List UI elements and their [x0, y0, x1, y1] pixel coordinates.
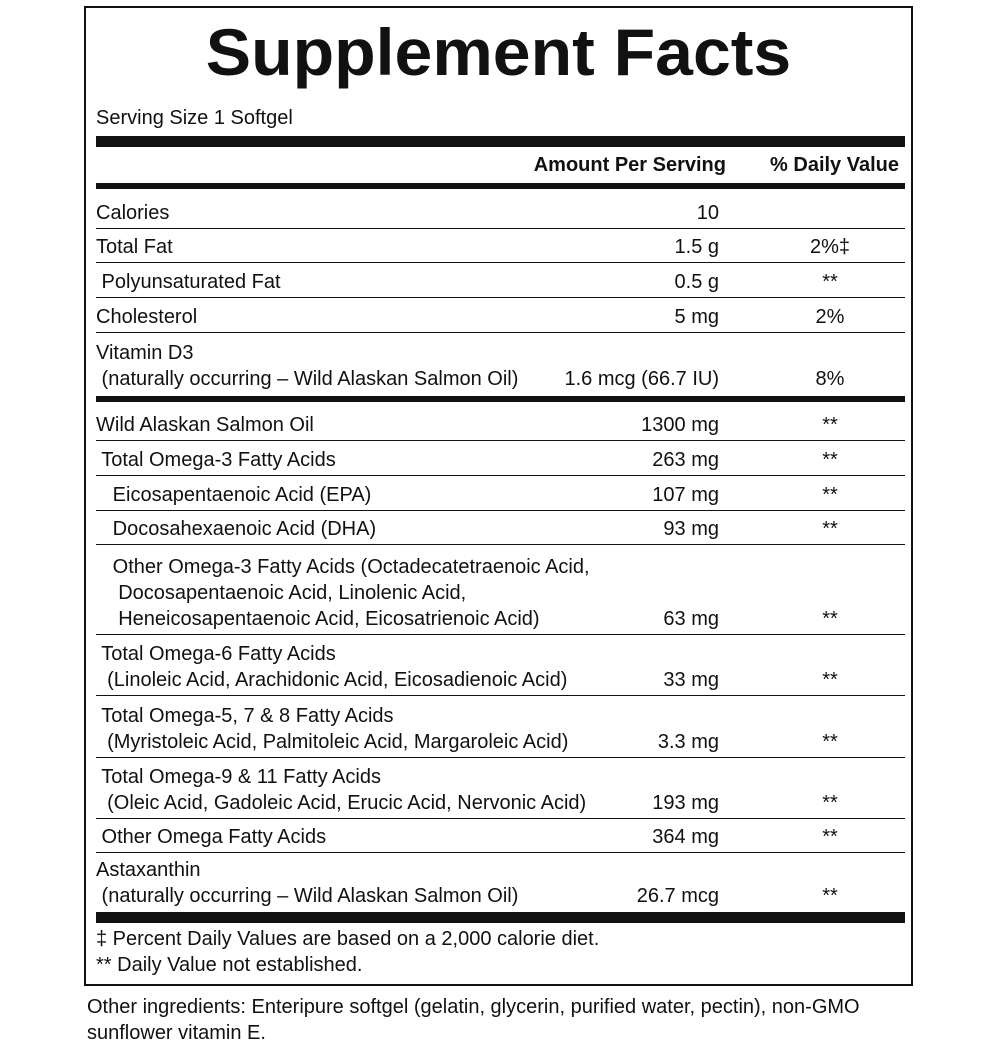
nutrient-amount: 107 mg	[652, 484, 719, 506]
nutrient-daily-value: **	[822, 885, 838, 907]
nutrient-daily-value: **	[822, 484, 838, 506]
footnote-daily-values: ‡ Percent Daily Values are based on a 2,000 calorie diet.	[96, 928, 600, 950]
nutrient-daily-value: **	[822, 826, 838, 848]
name-line: (naturally occurring – Wild Alaskan Salmon Oil)	[96, 368, 519, 390]
nutrient-daily-value: **	[822, 449, 838, 471]
footnote-not-established: ** Daily Value not established.	[96, 954, 363, 976]
nutrient-name: Other Omega Fatty Acids	[96, 826, 327, 848]
table-row	[96, 402, 905, 441]
other-ingredients: Other ingredients: Enteripure softgel (gelatin, glycerin, purified water, pectin), non-GMO sunflower vitamin E.	[87, 996, 860, 1044]
header-daily-value: % Daily Value	[770, 154, 899, 176]
nutrient-name	[96, 641, 567, 693]
nutrient-name: Docosahexaenoic Acid (DHA)	[96, 518, 377, 540]
nutrient-amount: 263 mg	[652, 449, 719, 471]
nutrient-daily-value: **	[822, 271, 838, 293]
nutrient-amount: 1.5 g	[674, 236, 719, 258]
header-amount-per-serving: Amount Per Serving	[533, 154, 726, 176]
nutrient-amount: 10	[696, 202, 719, 224]
nutrient-daily-value: 2%	[815, 306, 845, 328]
table-row	[96, 758, 905, 819]
name-line: Vitamin D3	[96, 342, 194, 364]
table-row	[96, 263, 905, 298]
table-row	[96, 635, 905, 696]
table-row	[96, 298, 905, 333]
nutrient-name	[96, 340, 518, 392]
nutrient-daily-value: **	[822, 608, 838, 630]
nutrient-name: Cholesterol	[96, 306, 198, 328]
nutrient-name: Wild Alaskan Salmon Oil	[96, 414, 314, 436]
divider-bar-bottom	[96, 912, 905, 923]
table-row	[96, 229, 905, 263]
nutrient-daily-value: **	[822, 414, 838, 436]
table-row	[96, 189, 905, 229]
nutrient-amount: 5 mg	[674, 306, 719, 328]
nutrient-name: Eicosapentaenoic Acid (EPA)	[96, 484, 372, 506]
nutrient-daily-value: **	[822, 518, 838, 540]
nutrient-daily-value: **	[822, 669, 838, 691]
nutrient-daily-value: **	[822, 731, 838, 753]
table-row	[96, 441, 905, 476]
nutrient-daily-value: 8%	[815, 368, 845, 390]
name-line: Total Omega-5, 7 & 8 Fatty Acids	[96, 705, 394, 727]
nutrient-amount: 1300 mg	[641, 414, 719, 436]
name-line: Docosapentaenoic Acid, Linolenic Acid,	[96, 582, 467, 604]
name-line: (Myristoleic Acid, Palmitoleic Acid, Margaroleic Acid)	[96, 731, 569, 753]
nutrient-daily-value: **	[822, 792, 838, 814]
nutrient-amount: 3.3 mg	[657, 731, 719, 753]
name-line: Total Omega-9 & 11 Fatty Acids	[96, 766, 381, 788]
name-line: Other Omega-3 Fatty Acids (Octadecatetraenoic Acid,	[96, 556, 590, 578]
nutrient-name	[96, 857, 518, 909]
table-row	[96, 819, 905, 853]
supplement-facts-panel	[84, 6, 913, 986]
table-row	[96, 511, 905, 545]
nutrient-amount: 93 mg	[663, 518, 719, 540]
table-row	[96, 333, 905, 394]
nutrient-name	[96, 764, 586, 816]
nutrient-name	[96, 554, 590, 632]
nutrient-name	[96, 703, 568, 755]
nutrient-name: Calories	[96, 202, 170, 224]
nutrient-amount: 1.6 mcg (66.7 IU)	[564, 368, 719, 390]
nutrient-amount: 0.5 g	[674, 271, 719, 293]
divider-bar-top	[96, 136, 905, 147]
nutrient-amount: 33 mg	[663, 669, 719, 691]
nutrient-daily-value: 2%‡	[809, 236, 851, 258]
name-line: Total Omega-6 Fatty Acids	[96, 643, 336, 665]
name-line: Astaxanthin	[96, 859, 201, 881]
table-row	[96, 696, 905, 758]
name-line: (naturally occurring – Wild Alaskan Salmon Oil)	[96, 885, 519, 907]
nutrient-amount: 63 mg	[663, 608, 719, 630]
panel-title: Supplement Facts	[205, 15, 792, 89]
table-row	[96, 476, 905, 511]
serving-size: Serving Size 1 Softgel	[96, 107, 293, 129]
nutrient-amount: 364 mg	[652, 826, 719, 848]
name-line: (Linoleic Acid, Arachidonic Acid, Eicosadienoic Acid)	[96, 669, 568, 691]
table-row	[96, 853, 905, 911]
nutrient-amount: 26.7 mcg	[636, 885, 719, 907]
nutrient-amount: 193 mg	[652, 792, 719, 814]
nutrient-name: Total Fat	[96, 236, 173, 258]
name-line: Heneicosapentaenoic Acid, Eicosatrienoic Acid)	[96, 608, 540, 630]
name-line: (Oleic Acid, Gadoleic Acid, Erucic Acid, Nervonic Acid)	[96, 792, 587, 814]
nutrient-name: Polyunsaturated Fat	[96, 271, 281, 293]
table-row	[96, 545, 905, 635]
nutrient-name: Total Omega-3 Fatty Acids	[96, 449, 336, 471]
